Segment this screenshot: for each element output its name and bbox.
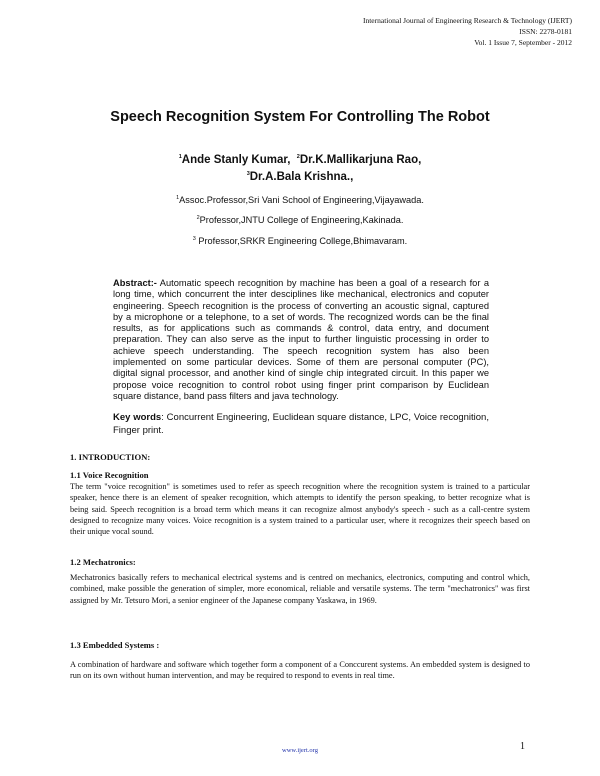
author-list xyxy=(0,152,600,186)
affiliation-1-sup: 1 xyxy=(176,194,180,201)
page-number: 1 xyxy=(520,741,525,752)
paragraph-mechatronics: Mechatronics basically refers to mechanical electrical systems and is centred on mechanics, electronics, computing and control which, combined, make possible the generation of simpler, more economical, reliable and versatile systems. The term "mechatronics" was first assigned by Mr. Tetsuro Mori, a senior engineer of the Japanese company Yaskawa, in 1969. xyxy=(70,573,530,605)
keywords-text: : Concurrent Engineering, Euclidean square distance, LPC, Voice recognition, Finger print. xyxy=(113,412,489,436)
author-1: Ande Stanly Kumar, xyxy=(181,154,291,166)
keywords xyxy=(113,412,489,437)
paper-title: Speech Recognition System For Controlling The Robot xyxy=(110,109,490,125)
footer-url: www.ijert.org xyxy=(282,747,318,754)
paragraph-embedded-systems: A combination of hardware and software which together form a component of a Conccurent systems. An embedded system is designed to run on its own without human intervention, and may be required to respond to events in real time. xyxy=(70,660,530,681)
author-line-2 xyxy=(0,169,600,186)
affiliation-3 xyxy=(0,236,600,246)
author-2: Dr.K.Mallikarjuna Rao, xyxy=(299,154,422,166)
affiliation-2-sup: 2 xyxy=(196,214,200,221)
keywords-label: Key words xyxy=(113,412,162,423)
section-heading-introduction: 1. INTRODUCTION: xyxy=(70,452,151,462)
journal-name: International Journal of Engineering Research & Technology (IJERT) xyxy=(362,16,572,25)
abstract-label: Abstract:- xyxy=(113,278,157,288)
paragraph-voice-recognition: The term "voice recognition" is sometimes used to refer as speech recognition where the recognition system is trained to a particular speaker, hence there is an element of speaker recognition, which attempts to identify the person speaking, to better recognize what is being said. Speech recognition is a broad term which means it can recognize almost anybody's speech - such as a call-centre system designed to recognize many voices. Voice recognition is a system trained to a particular user, where it recognizes their speech based on their unique vocal sound. xyxy=(70,482,530,537)
author-line-1 xyxy=(0,152,600,169)
author-2-sup: 2 xyxy=(296,154,300,161)
section-heading-voice-recognition: 1.1 Voice Recognition xyxy=(70,470,149,480)
author-3: Dr.A.Bala Krishna., xyxy=(249,171,354,183)
affiliation-1-text: Assoc.Professor,Sri Vani School of Engineering,Vijayawada. xyxy=(179,195,424,205)
affiliation-1 xyxy=(0,195,600,205)
author-1-sup: 1 xyxy=(178,154,182,161)
abstract xyxy=(113,278,489,402)
affiliation-3-sup: 3 xyxy=(192,235,196,242)
affiliation-3-text: Professor,SRKR Engineering College,Bhimavaram. xyxy=(195,236,408,246)
section-heading-embedded-systems: 1.3 Embedded Systems : xyxy=(70,640,160,650)
journal-issn: ISSN: 2278-0181 xyxy=(519,27,572,36)
affiliation-2 xyxy=(0,215,600,225)
journal-volume: Vol. 1 Issue 7, September - 2012 xyxy=(474,38,572,47)
journal-header xyxy=(363,15,572,48)
affiliation-2-text: Professor,JNTU College of Engineering,Kakinada. xyxy=(199,215,404,225)
author-3-sup: 3 xyxy=(246,171,250,178)
section-heading-mechatronics: 1.2 Mechatronics: xyxy=(70,557,136,567)
abstract-text: Automatic speech recognition by machine has been a goal of a research for a long time, which concurrent the inter desciplines like mechanical, electronics and coputer engineering. Speech recognition is the process of converting an acoustic signal, captured by a microphone or a telephone, to a set of words. The recognized words can be the final results, as for applications such as commands & control, data entry, and document preparation. They can also serve as the input to further linguistic processing in order to achieve speech understanding. The speech recognition system has also been implemented on some particular devices. Some of them are personal computer (PC), digital signal processor, and another kind of single chip integrated circuit. In this paper we propose voice recognition to control robot using finger print comparison by Euclidean square distance, band pass filters and java technology. xyxy=(113,278,489,401)
